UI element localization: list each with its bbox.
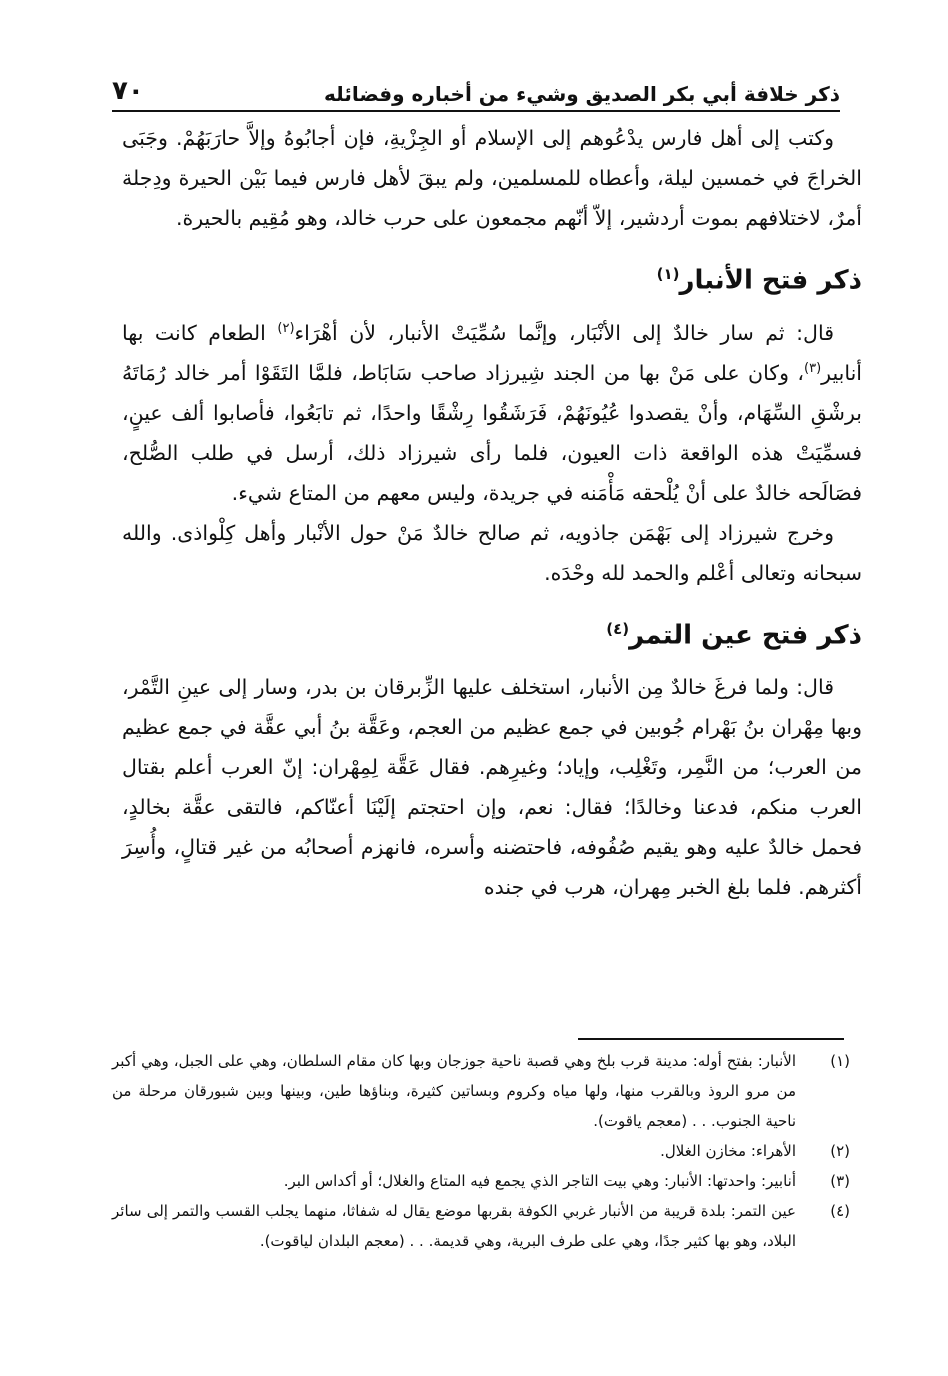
running-header — [112, 62, 840, 112]
ain-tamr-paragraph-1: قال: ولما فرغَ خالدٌ مِن الأنبار، استخلف عليها الزِّبرقان بن بدر، وسار إلى عينِ التَّمْر، وبها مِهْران بنُ بَهْرام جُوبين في جمع عظيم من العجم، وعَقَّة بنُ أبي عقَّة في جمع عظيم من العرب؛ من النَّمِر، وتَغْلِب، وإياد؛ وغيرِهم. فقال عَقَّة لِمِهْران: إنّ العرب أعلم بقتال العرب منكم، فدعنا وخالدًا؛ فقال: نعم، وإن احتجتم إلَيْنَا أعنّاكم، فالتقى عقَّة بخالدٍ، فحمل خالدٌ عليه وهو يقيم صُفُوفه، فاحتضنه وأسره، فانهزم أصحابُه من غير قتالٍ، وأُسِرَ أكثرهم. فلما بلغ الخبر مِهران، هرب في جنده — [122, 675, 862, 900]
footnote-ref-3[interactable]: (٣) — [804, 360, 822, 376]
section-heading-anbar-title: ذكر فتح الأنبار — [679, 265, 862, 296]
footnote-ref-4[interactable]: (٤) — [606, 619, 630, 638]
footnote-number: (٢) — [830, 1142, 850, 1160]
footnote-4 — [112, 1196, 850, 1256]
footnote-ref-1[interactable]: (١) — [656, 265, 680, 283]
main-text — [122, 118, 862, 907]
footnote-1 — [112, 1046, 850, 1136]
anbar-paragraph-1-part-b: الطعام كانت بها أنابير — [122, 320, 862, 385]
footnote-text: أنابير: واحدتها: الأنبار: وهي بيت التاجر الذي يجمع فيه المتاع والغلال؛ أو أكداس البر. — [283, 1172, 796, 1190]
footnote-number: (١) — [830, 1052, 850, 1070]
footnote-2 — [112, 1136, 850, 1166]
anbar-paragraph-2: وخرج شيرزاد إلى بَهْمَن جاذويه، ثم صالح خالدٌ مَنْ حول الأنْبار وأهل كِلْواذى. والله سبحانه وتعالى أعْلم والحمد لله وحْدَه. — [122, 520, 862, 585]
section-heading-ain-tamr — [122, 607, 862, 658]
footnote-number: (٤) — [830, 1202, 850, 1220]
footnote-3 — [112, 1166, 850, 1196]
footnotes — [112, 1046, 850, 1256]
footnote-text: عين التمر: بلدة قريبة من الأنبار غربي الكوفة بقربها موضع يقال له شفاثا، منهما يجلب القسب والتمر إلى سائر البلاد، وهو بها كثير جدًا، وهي على طرف البرية، وهي قديمة. . . (معجم البلدان لياقوت). — [112, 1202, 796, 1250]
footnote-number: (٣) — [830, 1172, 850, 1190]
anbar-paragraph-1-part-a: قال: ثم سار خالدٌ إلى الأنْبَار، وإنَّما سُمِّيَتْ الأنبار، لأن أهْرَاء — [294, 320, 834, 345]
anbar-paragraph-1-part-c: ، وكان على مَنْ بها من الجند شِيرزاد صاحب سَابَاط، فلمَّا التَقَوْا أمر خالد رُمَاتَهُ برشْقِ السِّهَام، وأنْ يقصدوا عُيُونَهُمْ، فَرَشَقُوا رِشْقًا واحدًا، ثم تابَعُوا، فأصابوا ألف عينٍ، فسمِّيَتْ هذه الواقعة ذات العيون، فلما رأى شيرزاد ذلك، أرسل في طلب الصُّلح، فصَالَحه خالدٌ على أنْ يُلْحقه مَأْمَنه في جريدة، وليس معهم من المتاع شيء. — [122, 360, 862, 505]
footnote-divider — [578, 1038, 844, 1040]
footnote-text: الأهراء: مخازن الغلال. — [660, 1142, 796, 1160]
intro-paragraph: وكتب إلى أهل فارس يدْعُوهم إلى الإسلام أو الجِزْيةِ، فإن أجابُوهُ وإلاَّ حارَبَهُمْ. وجَبَى الخراجَ في خمسين ليلة، وأعطاه للمسلمين، ولم يبقَ لأهل فارس فيما بَيْن الحيرة ودِجلة أمرٌ، لاختلافهم بموت أردشير، إلاّ أنّهم مجمعون على حرب خالد، وهو مُقِيم بالحيرة. — [122, 126, 862, 230]
footnote-ref-2[interactable]: (٢) — [277, 320, 295, 336]
section-heading-ain-tamr-title: ذكر فتح عين التمر — [629, 620, 862, 651]
page-number: ٧٠ — [112, 76, 144, 106]
section-heading-anbar — [122, 252, 862, 303]
running-title: ذكر خلافة أبي بكر الصديق وشيء من أخباره وفضائله — [324, 82, 840, 106]
anbar-paragraph-1 — [122, 313, 862, 513]
footnote-text: الأنبار: بفتح أوله: مدينة قرب بلخ وهي قصبة ناحية جوزجان وبها كان مقام السلطان، وهي على الجبل، وهي أكبر من مرو الروذ وبالقرب منها، ولها مياه وكروم وبساتين كثيرة، وبناؤها طين، وبينها وبين شبورقان مرحلة من ناحية الجنوب. . . (معجم ياقوت). — [112, 1052, 796, 1130]
